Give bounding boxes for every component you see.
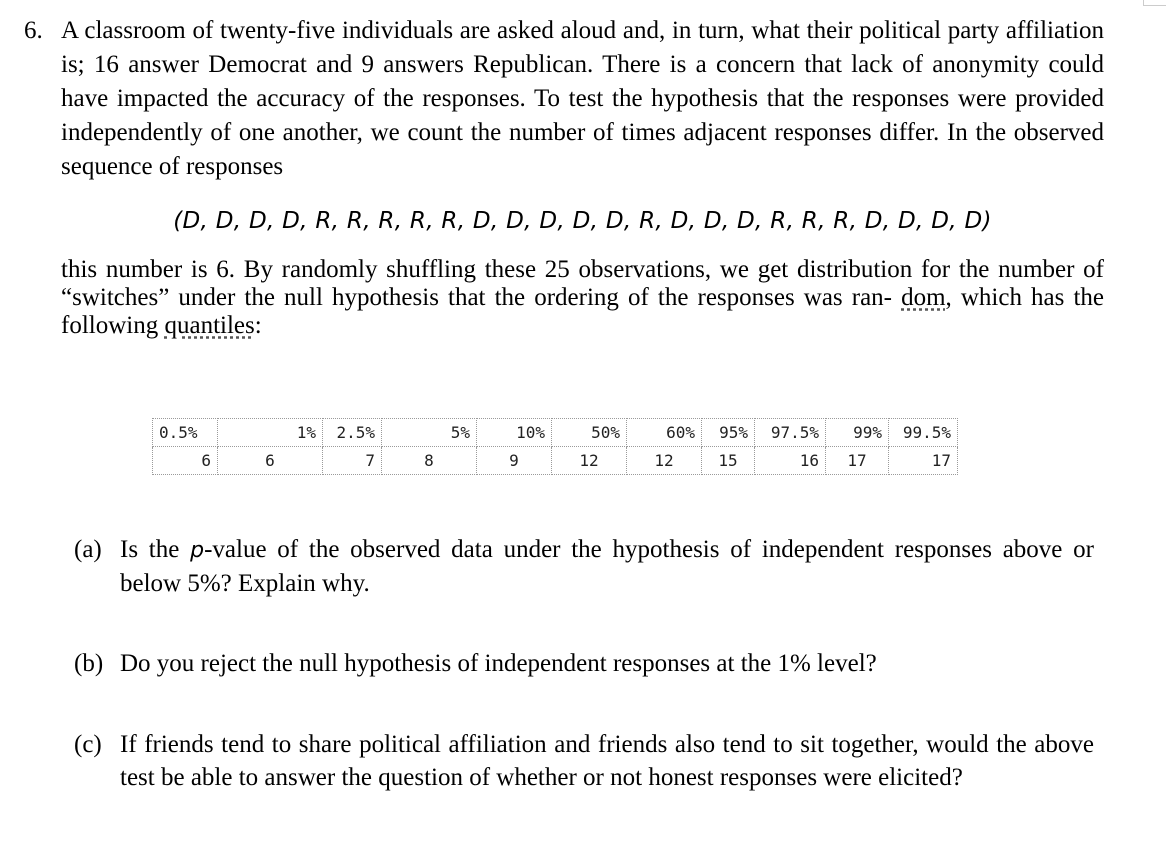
- quantile-value: 6: [153, 447, 218, 475]
- question-c: [74, 728, 1094, 794]
- quantile-value-row: [153, 447, 958, 475]
- quantile-percent: 2.5%: [323, 419, 382, 447]
- question-a-text: [120, 533, 1094, 600]
- question-b-text: Do you reject the null hypothesis of independent responses at the 1% level?: [120, 650, 877, 677]
- question-b-label: (b): [74, 650, 104, 677]
- quantile-percent: 0.5%: [153, 419, 218, 447]
- quantile-percent: 10%: [477, 419, 552, 447]
- quantile-value: 16: [755, 447, 826, 475]
- quantile-percent: 99%: [826, 419, 889, 447]
- quantile-value: 7: [323, 447, 382, 475]
- quantile-value: 8: [382, 447, 477, 475]
- response-sequence: (D, D, D, D, R, R, R, R, R, D, D, D, D, D, R, D, D, D, R, R, R, D, D, D, D): [173, 208, 992, 234]
- quantile-percent: 5%: [382, 419, 477, 447]
- quantile-value: 17: [826, 447, 889, 475]
- problem-body: [61, 14, 1104, 340]
- question-a-text-start: Is the: [120, 536, 191, 563]
- quantile-value: 17: [889, 447, 958, 475]
- problem-intro: A classroom of twenty-five individuals are asked aloud and, in turn, what their political party affiliation is; 16 answer Democrat and 9 answers Republican. There is a concern that lack of anonymity could have impacted the accuracy of the responses. To test the hypothesis that the responses were provided independently of one another, we count the number of times adjacent responses differ. In the observed sequence of responses: [61, 17, 1104, 180]
- quantile-percent: 1%: [218, 419, 323, 447]
- continuation-dom: dom: [901, 284, 946, 311]
- quantile-percent: 50%: [552, 419, 627, 447]
- quantile-percent-row: [153, 419, 958, 447]
- continuation-text: , which has the following: [61, 284, 1105, 339]
- question-a: [74, 533, 1094, 600]
- quantile-percent: 95%: [702, 419, 755, 447]
- window-corner: [1143, 0, 1166, 6]
- quantile-percent: 97.5%: [755, 419, 826, 447]
- quantile-value: 9: [477, 447, 552, 475]
- continuation-line-1: this number is 6. By randomly shuffling these 25 observations, we get distribution for the number of “switches” under the null hypothesis that the ordering of the responses was ran-: [61, 256, 1104, 311]
- continuation-quantiles: quantiles: [164, 312, 255, 339]
- question-b: [74, 647, 1094, 680]
- quantile-value: 12: [552, 447, 627, 475]
- p-symbol: p: [190, 538, 205, 563]
- question-c-text: If friends tend to share political affiliation and friends also tend to sit together, would the above test be able to answer the question of whether or not honest responses were elicited?: [120, 731, 1094, 791]
- question-a-label: (a): [74, 536, 102, 563]
- quantile-value: 6: [218, 447, 323, 475]
- problem-number: 6.: [24, 17, 43, 44]
- question-c-label: (c): [74, 731, 102, 758]
- quantile-value: 12: [627, 447, 702, 475]
- quantile-percent: 60%: [627, 419, 702, 447]
- quantile-value: 15: [702, 447, 755, 475]
- problem-continuation: [61, 256, 1104, 340]
- problem-6: [24, 14, 1104, 340]
- quantile-table: [152, 418, 958, 475]
- quantile-percent: 99.5%: [889, 419, 958, 447]
- continuation-colon: :: [254, 312, 262, 339]
- question-a-text-end: -value of the observed data under the hypothesis of independent responses above or below 5%? Explain why.: [120, 536, 1094, 597]
